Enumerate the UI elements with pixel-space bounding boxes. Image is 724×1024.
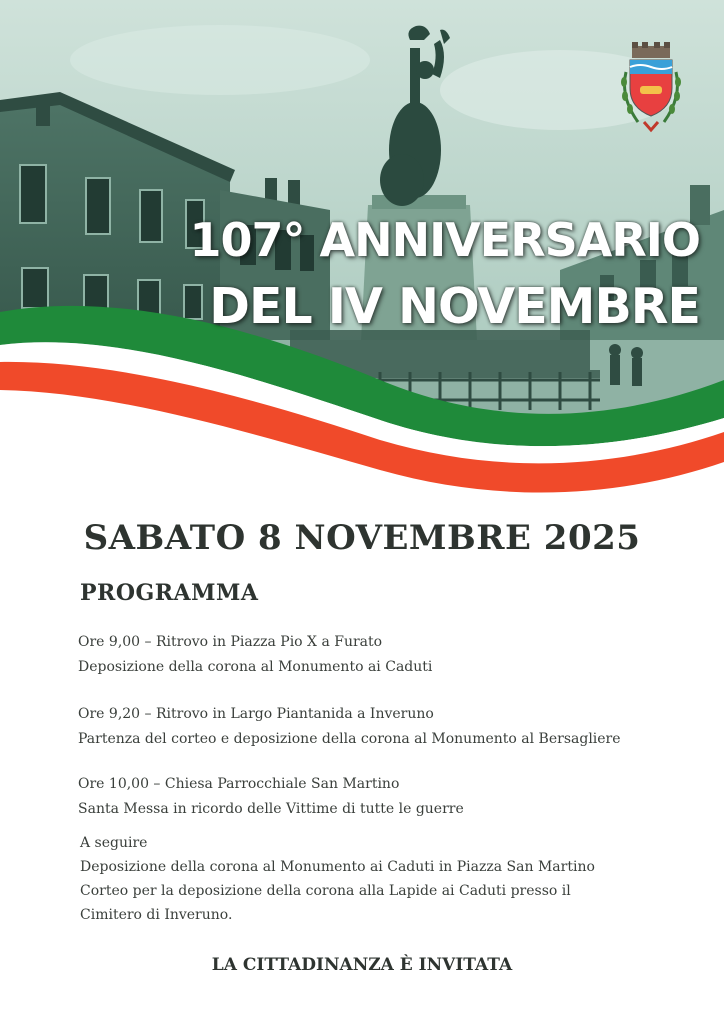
event-date: SABATO 8 NOVEMBRE 2025 [83, 518, 641, 558]
municipal-crest-icon [616, 42, 686, 142]
a-seguire-line-3: Cimitero di Inveruno. [80, 907, 233, 923]
a-seguire-label: A seguire [80, 835, 148, 851]
program-item-3-detail: Santa Messa in ricordo delle Vittime di tutte le guerre [78, 801, 464, 817]
program-item-2-time: Ore 9,20 – Ritrovo in Largo Piantanida a Inveruno [78, 706, 434, 722]
program-item-1-time: Ore 9,00 – Ritrovo in Piazza Pio X a Furato [78, 634, 383, 650]
program-item-3-time: Ore 10,00 – Chiesa Parrocchiale San Martino [78, 776, 400, 792]
program-item-2-detail: Partenza del corteo e deposizione della corona al Monumento al Bersagliere [78, 731, 621, 747]
invitation-footer: LA CITTADINANZA È INVITATA [211, 955, 513, 975]
a-seguire-line-2: Corteo per la deposizione della corona alla Lapide ai Caduti presso il [80, 883, 571, 899]
title-line-2: DEL IV NOVEMBRE [209, 278, 700, 335]
program-item-1-detail: Deposizione della corona al Monumento ai Caduti [78, 659, 433, 675]
a-seguire-line-1: Deposizione della corona al Monumento ai Caduti in Piazza San Martino [80, 859, 595, 875]
program-heading: PROGRAMMA [80, 580, 259, 606]
title-line-1: 107° ANNIVERSARIO [189, 213, 700, 267]
